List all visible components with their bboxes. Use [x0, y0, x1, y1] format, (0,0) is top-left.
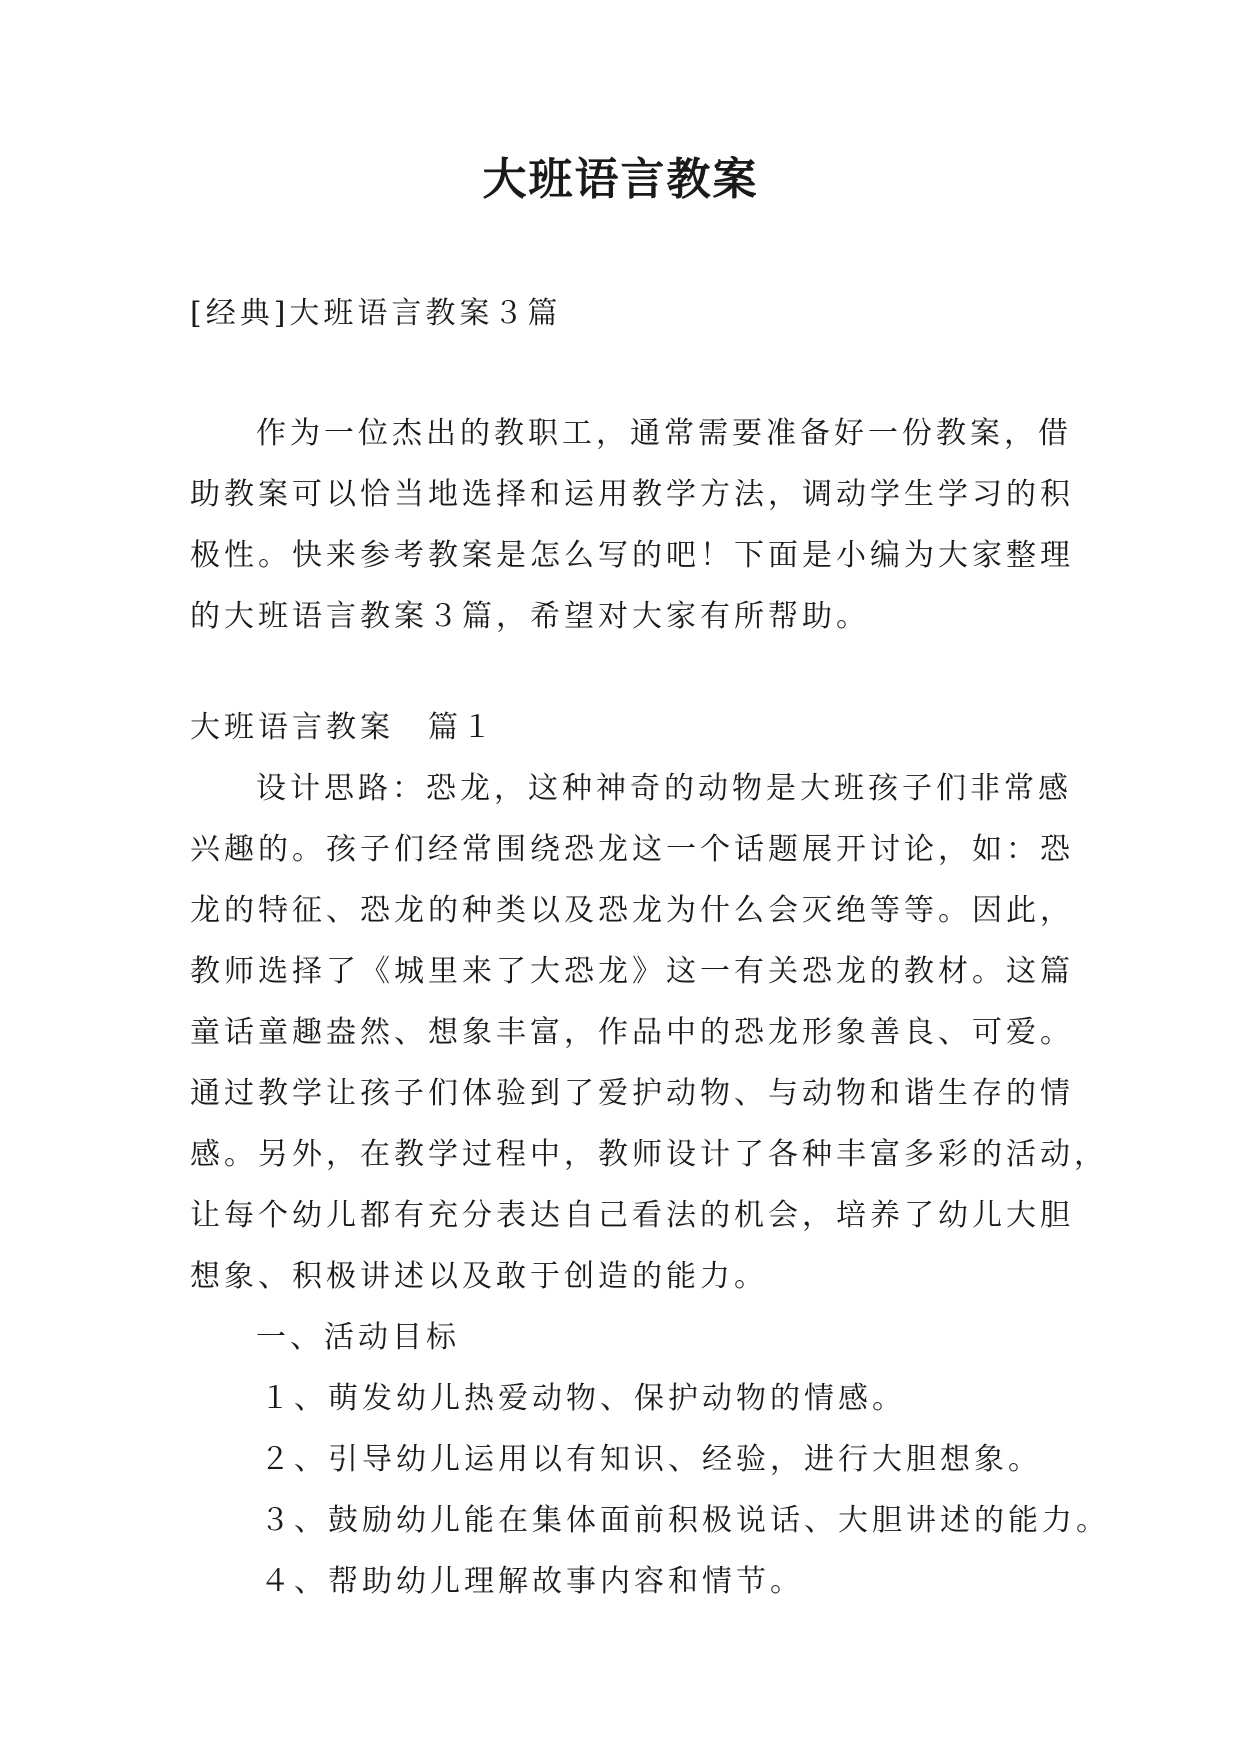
design-line: 通过教学让孩子们体验到了爱护动物、与动物和谐生存的情	[190, 1076, 1074, 1111]
document-subtitle: [经典]大班语言教案３篇	[190, 296, 562, 331]
intro-line: 的大班语言教案３篇，希望对大家有所帮助。	[190, 599, 870, 634]
intro-line: 极性。快来参考教案是怎么写的吧！下面是小编为大家整理	[190, 538, 1074, 573]
intro-line: 助教案可以恰当地选择和运用教学方法，调动学生学习的积	[190, 477, 1074, 512]
design-line: 教师选择了《城里来了大恐龙》这一有关恐龙的教材。这篇	[190, 954, 1074, 989]
intro-line: 作为一位杰出的教职工，通常需要准备好一份教案，借	[256, 416, 1072, 451]
document-title: 大班语言教案	[482, 154, 759, 205]
design-line: 设计思路：恐龙，这种神奇的动物是大班孩子们非常感	[256, 771, 1072, 806]
design-line: 感。另外，在教学过程中，教师设计了各种丰富多彩的活动，	[190, 1137, 1108, 1172]
goals-heading: 一、活动目标	[256, 1320, 460, 1355]
design-line: 兴趣的。孩子们经常围绕恐龙这一个话题展开讨论，如：恐	[190, 832, 1074, 867]
section-1	[190, 697, 1110, 1612]
design-line: 让每个幼儿都有充分表达自己看法的机会，培养了幼儿大胆	[190, 1198, 1074, 1233]
goal-item: １、萌发幼儿热爱动物、保护动物的情感。	[260, 1381, 906, 1416]
design-line: 想象、积极讲述以及敢于创造的能力。	[190, 1259, 768, 1294]
design-line: 童话童趣盎然、想象丰富，作品中的恐龙形象善良、可爱。	[190, 1015, 1074, 1050]
goal-item: ４、帮助幼儿理解故事内容和情节。	[260, 1564, 804, 1599]
design-line: 龙的特征、恐龙的种类以及恐龙为什么会灭绝等等。因此，	[190, 893, 1074, 928]
section-heading: 大班语言教案 篇１	[190, 710, 496, 745]
goal-item: ２、引导幼儿运用以有知识、经验，进行大胆想象。	[260, 1442, 1042, 1477]
goal-item: ３、鼓励幼儿能在集体面前积极说话、大胆讲述的能力。	[260, 1503, 1110, 1538]
intro-paragraph	[190, 403, 1074, 647]
